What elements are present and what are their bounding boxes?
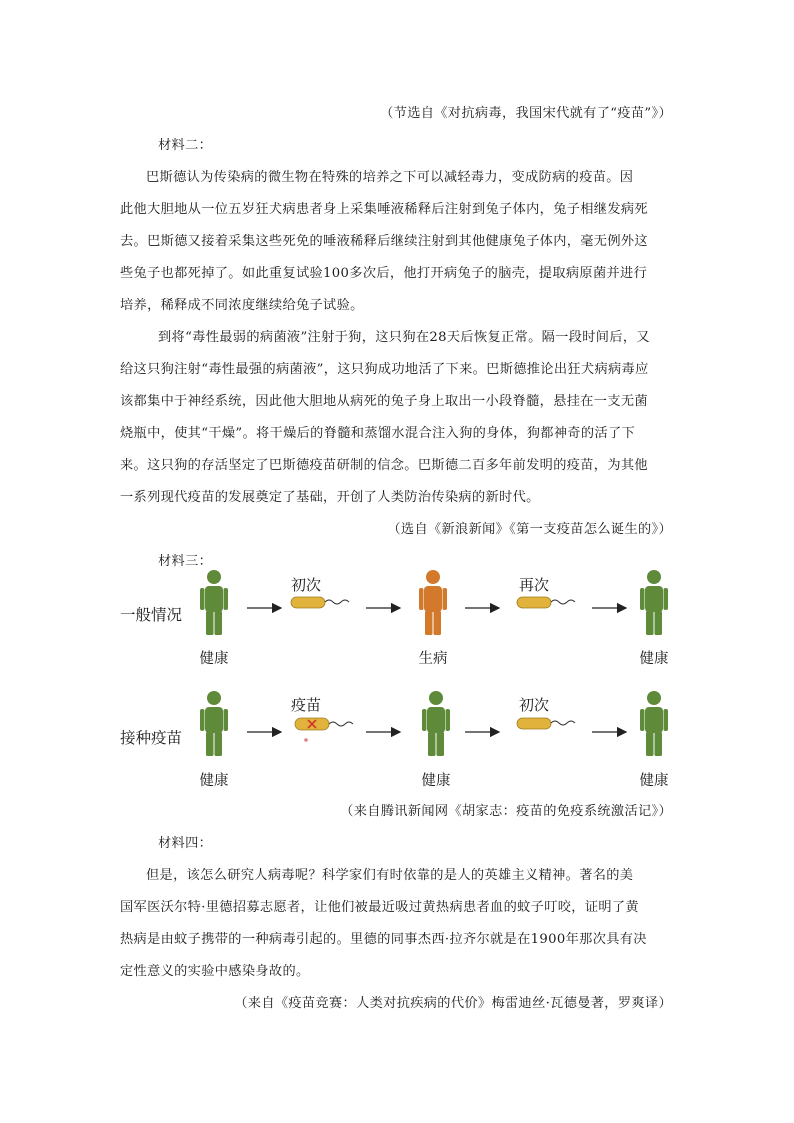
text-line: 一系列现代疫苗的发展奠定了基础，开创了人类防治传染病的新时代。 — [120, 490, 540, 505]
bacteria-icon — [291, 597, 349, 608]
bacteria-icon — [517, 718, 575, 729]
text-line: 该都集中于神经系统，因此他大胆地从病死的兔子身上取出一小段脊髓，悬挂在一支无菌 — [120, 394, 648, 409]
caption-healthy: 健康 — [199, 773, 229, 789]
row-title-vaccinated: 接种疫苗 — [120, 729, 183, 747]
text-line: 烧瓶中，使其“干燥”。将干燥后的脊髓和蒸馏水混合注入狗的身体，狗都神奇的活了下 — [120, 426, 636, 441]
text-line: 来。这只狗的存活坚定了巴斯德疫苗研制的信念。巴斯德二百多年前发明的疫苗，为其他 — [120, 458, 648, 473]
text-line: 到将“毒性最弱的病菌液”注射于狗，这只狗在28天后恢复正常。隔一段时间后，又 — [158, 330, 650, 345]
text-line: 去。巴斯德又接着采集这些死免的唾液稀释后继续注射到其他健康兔子体内，毫无例外这 — [120, 234, 648, 249]
text-line: 定性意义的实验中感染身故的。 — [120, 964, 310, 979]
caption-sick: 生病 — [418, 651, 448, 667]
text-line: 些兔子也都死掉了。如此重复试验100多次后，他打开病兔子的脑壳，提取病原菌并进行 — [120, 266, 648, 281]
healthy-person-icon — [640, 691, 668, 756]
caption-healthy: 健康 — [421, 773, 451, 789]
label-first-infection: 初次 — [291, 576, 322, 594]
sick-person-icon — [419, 570, 447, 635]
text-line: 此他大胆地从一位五岁狂犬病患者身上采集唾液稀释后注射到兔子体内，兔子相继发病死 — [120, 202, 648, 217]
source-citation-4: （来自《疫苗竞赛：人类对抗疾病的代价》梅雷迪丝·瓦德曼著，罗爽译） — [234, 996, 672, 1011]
text-line: 巴斯德认为传染病的微生物在特殊的培养之下可以减轻毒力，变成防病的疫苗。因 — [146, 170, 634, 185]
caption-healthy: 健康 — [639, 773, 669, 789]
healthy-person-icon — [422, 691, 450, 756]
healthy-person-icon — [640, 570, 668, 635]
healthy-person-icon — [200, 570, 228, 635]
caption-healthy: 健康 — [199, 651, 229, 667]
source-citation-1: （节选自《对抗病毒，我国宋代就有了“疫苗”》） — [380, 106, 672, 121]
bacteria-icon — [517, 597, 575, 608]
material-4-title: 材料四： — [158, 836, 213, 851]
label-vaccine: 疫苗 — [291, 696, 322, 714]
text-line: 但是，该怎么研究人病毒呢？科学家们有时依靠的是人的英雄主义精神。著名的美 — [146, 868, 634, 883]
text-line: 培养，稀释成不同浓度继续给兔子试验。 — [120, 298, 364, 313]
text-line: 热病是由蚊子携带的一种病毒引起的。里德的同事杰西·拉齐尔就是在1900年那次具有决 — [120, 932, 647, 947]
label-second-infection: 再次 — [519, 576, 550, 594]
material-3-title: 材料三： — [158, 554, 213, 569]
text-line: 国军医沃尔特·里德招募志愿者，让他们被最近吸过黄热病患者血的蚊子叮咬，证明了黄 — [120, 900, 639, 915]
label-first-infection-2: 初次 — [519, 696, 550, 714]
material-2-title: 材料二： — [158, 138, 213, 153]
source-citation-3: （来自腾讯新闻网《胡家志：疫苗的免疫系统激活记》） — [340, 804, 672, 819]
inactivated-bacteria-icon — [295, 718, 353, 742]
row-title-general: 一般情况 — [120, 606, 183, 624]
source-citation-2: （选自《新浪新闻》《第一支疫苗怎么诞生的》） — [387, 522, 672, 537]
caption-healthy: 健康 — [639, 651, 669, 667]
healthy-person-icon — [200, 691, 228, 756]
vaccine-diagram — [0, 560, 794, 800]
text-line: 给这只狗注射“毒性最强的病菌液”，这只狗成功地活了下来。巴斯德推论出狂犬病病毒应 — [120, 362, 649, 377]
